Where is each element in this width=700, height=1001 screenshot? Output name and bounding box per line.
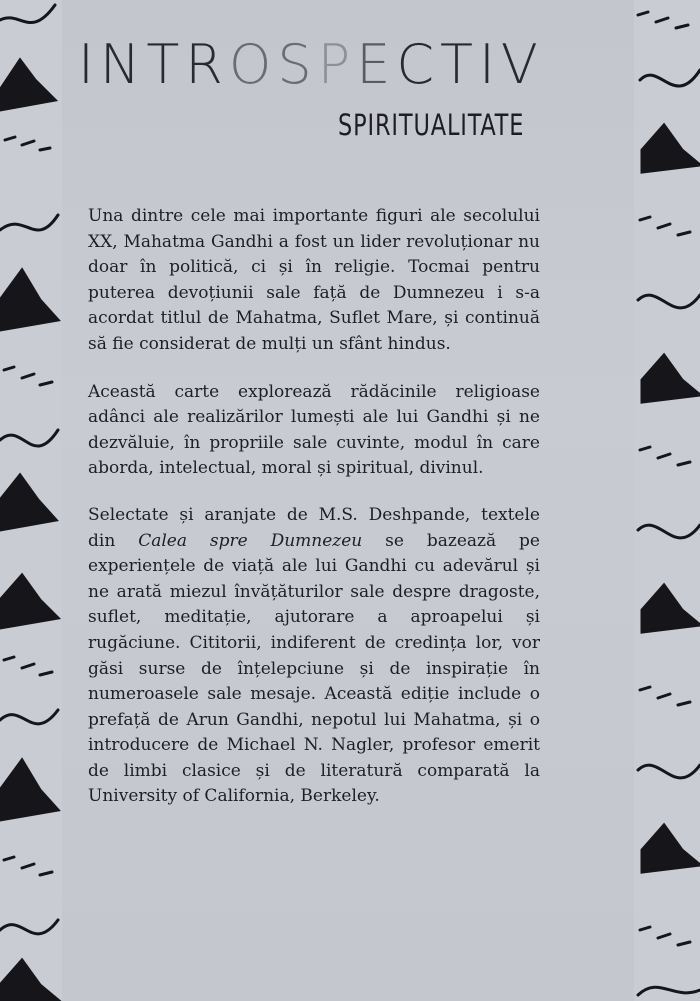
blurb-text: Selectate și aranjate de M.S. Deshpande, textele din [88, 504, 540, 551]
blurb-paragraph-3 [88, 503, 540, 810]
series-logo-part: INTR [78, 33, 229, 96]
series-logo-part: CTIV [396, 33, 544, 96]
blurb [88, 204, 540, 832]
series-logo [78, 33, 544, 96]
blurb-paragraph-2: Această carte explorează rădăcinile religioase adânci ale realizărilor lumești ale lui Gandhi și ne dezvăluie, în propriile sale cuvinte, modul în care aborda, intelectual, moral și spiritual, divinul. [88, 381, 540, 479]
mountain-pattern-left [0, 0, 62, 1001]
series-logo-part: E [356, 33, 397, 96]
decorative-border-left [0, 0, 62, 1001]
blurb-paragraph-1: Una dintre cele mai importante figuri ale secolului XX, Mahatma Gandhi a fost un lider revoluționar nu doar în politică, ci și în religie. Tocmai pentru puterea devoțiunii sale față de Dumnezeu i s-a acordat titlul de Mahatma, Suflet Mare, și continuă să fie considerat de mulți un sfânt hindus. [88, 206, 540, 354]
mountain-pattern-right [634, 0, 700, 1001]
blurb-text: se bazează pe experiențele de viață ale lui Gandhi cu adevărul și ne arată miezul învățăturilor sale despre dragoste, suflet, meditație, ajutorare a aproapelui și rugăciune. Cititorii, indiferent de credința lor, vor găsi surse de înțelepciune și de inspirație în numeroasele sale mesaje. Această ediție include o prefață de Arun Gandhi, nepotul lui Mahatma, și o introducere de Michael N. Nagler, profesor emerit de limbi clasice și de literatură comparată la University of California, Berkeley. [88, 530, 540, 807]
decorative-border-right [634, 0, 700, 1001]
series-logo-part: OS [228, 33, 318, 96]
category-label: SPIRITUALITATE [338, 108, 525, 142]
series-logo-part: P [317, 33, 357, 96]
book-title: Calea spre Dumnezeu [138, 530, 363, 551]
